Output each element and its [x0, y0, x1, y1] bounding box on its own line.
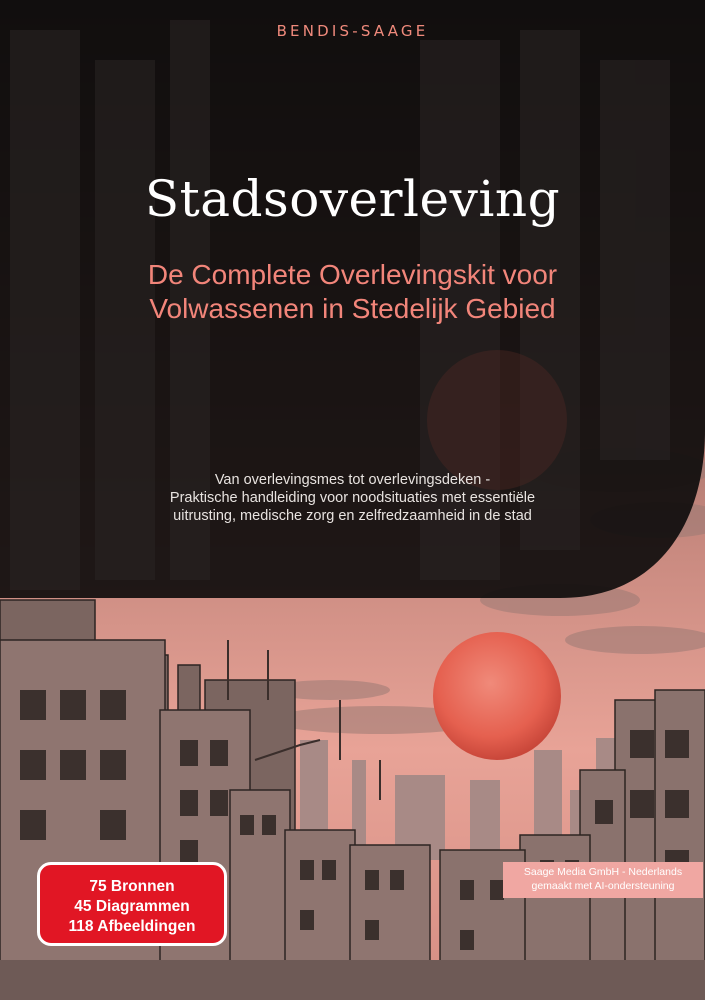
publisher-label [503, 862, 703, 898]
ai-note: gemaakt met AI-ondersteuning [531, 880, 675, 892]
book-title: Stadsoverleving [144, 170, 561, 228]
description-line: uitrusting, medische zorg en zelfredzaamheid in de stad [173, 508, 532, 524]
badge-diagrams: 45 Diagrammen [74, 898, 190, 915]
red-sun-icon [433, 632, 561, 760]
book-subtitle [0, 258, 705, 326]
book-description [0, 471, 705, 525]
author-name: BENDIS-SAAGE [276, 22, 429, 40]
description-line: Praktische handleiding voor noodsituaties met essentiële [169, 490, 536, 506]
publisher-name: Saage Media GmbH - Nederlands [523, 866, 683, 878]
badge-sources: 75 Bronnen [89, 878, 175, 895]
stats-badge [37, 862, 227, 946]
subtitle-line: De Complete Overlevingskit voor [147, 259, 558, 290]
description-line: Van overlevingsmes tot overlevingsdeken - [214, 472, 491, 488]
subtitle-line: Volwassenen in Stedelijk Gebied [149, 293, 556, 324]
badge-images: 118 Afbeeldingen [68, 918, 196, 935]
